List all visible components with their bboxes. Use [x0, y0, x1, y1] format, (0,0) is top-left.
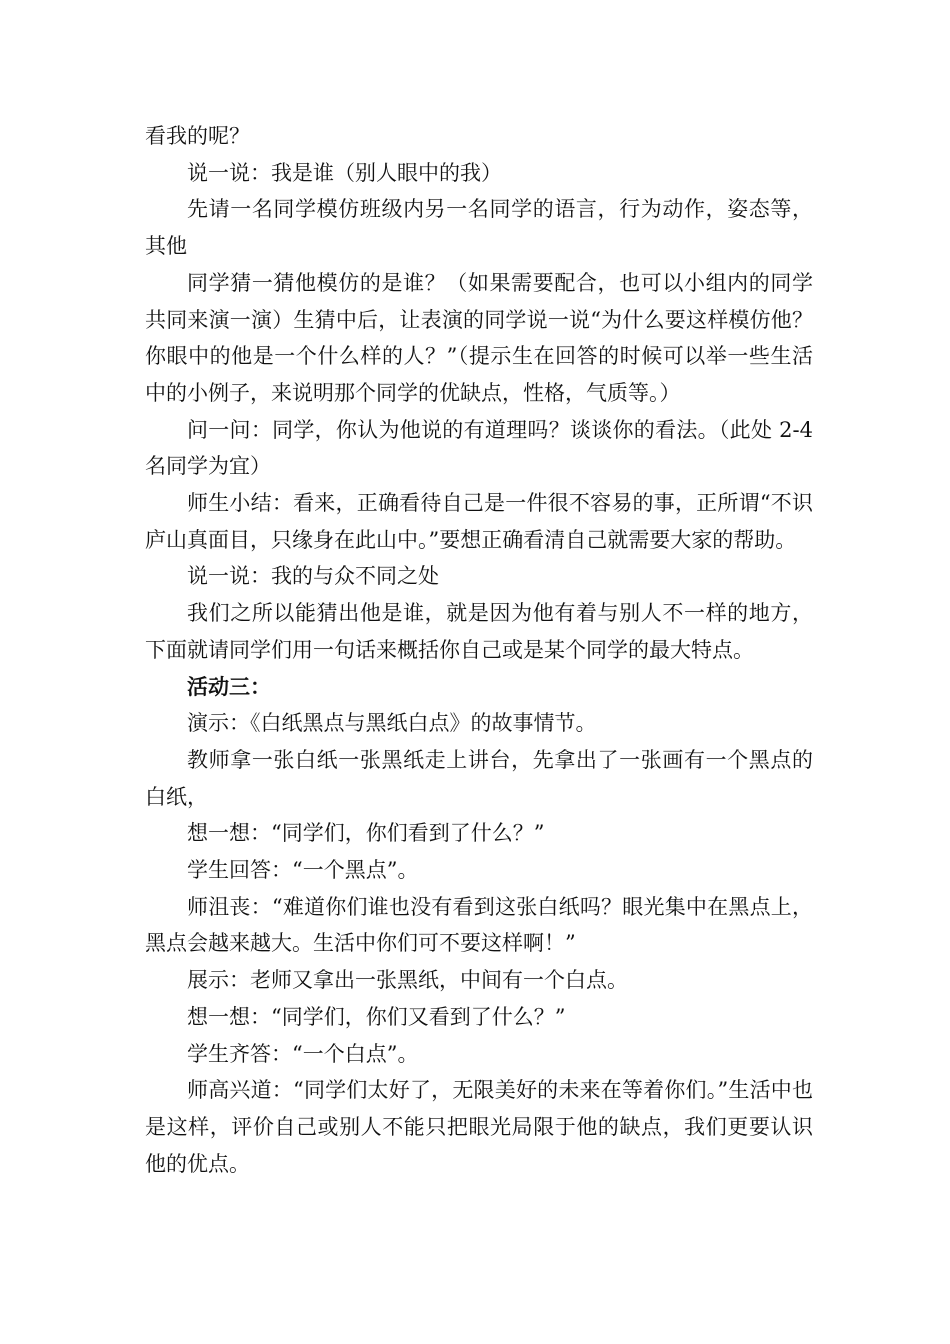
section-heading-activity-three: 活动三：	[187, 673, 271, 699]
paragraph-answer-2: 学生齐答：“一个白点”。	[187, 1041, 419, 1066]
paragraph-demo: 演示：《白纸黑点与黑纸白点》的故事情节。	[187, 711, 597, 736]
paragraph-continuation: 看我的呢？	[145, 124, 250, 148]
paragraph-think-1: 想一想：“同学们，你们看到了什么？”	[187, 821, 545, 846]
paragraph-summary: 师生小结：看来，正确看待自己是一件很不容易的事，正所谓“不识庐山真面目，只缘身在此山中。”要想正确看清自己就需要大家的帮助。	[145, 491, 813, 552]
paragraph-teacher-happy: 师高兴道：“同学们太好了，无限美好的未来在等着你们。”生活中也是这样，评价自己或别人不能只把眼光局限于他的缺点，我们更要认识他的优点。	[145, 1078, 813, 1176]
paragraph-show-black: 展示：老师又拿出一张黑纸，中间有一个白点。	[187, 968, 628, 993]
paragraph-why-guess: 我们之所以能猜出他是谁，就是因为他有着与别人不一样的地方，下面就请同学们用一句话来概括你自己或是某个同学的最大特点。	[145, 601, 813, 662]
paragraph-ask: 问一问：同学，你认为他说的有道理吗？谈谈你的看法。（此处 2-4 名同学为宜）	[145, 417, 813, 479]
paragraph-say-unique: 说一说：我的与众不同之处	[187, 564, 439, 589]
document-body	[145, 118, 813, 1182]
paragraph-answer-1: 学生回答：“一个黑点”。	[187, 858, 419, 883]
paragraph-guess-who: 同学猜一猜他模仿的是谁？（如果需要配合，也可以小组内的同学共同来演一演）生猜中后，让表演的同学说一说“为什么要这样模仿他？你眼中的他是一个什么样的人？”（提示生在回答的时候可以举一些生活中的小例子，来说明那个同学的优缺点，性格，气质等。）	[145, 270, 813, 405]
paragraph-teacher-paper: 教师拿一张白纸一张黑纸走上讲台，先拿出了一张画有一个黑点的白纸，	[145, 747, 813, 809]
paragraph-say-who-am-i: 说一说：我是谁（别人眼中的我）	[187, 160, 502, 185]
paragraph-teacher-sad: 师沮丧：“难道你们谁也没有看到这张白纸吗？眼光集中在黑点上，黑点会越来越大。生活中你们可不要这样啊！”	[145, 894, 813, 956]
paragraph-imitate-classmate: 先请一名同学模仿班级内另一名同学的语言，行为动作，姿态等，其他	[145, 197, 813, 259]
paragraph-think-2: 想一想：“同学们，你们又看到了什么？”	[187, 1004, 566, 1029]
